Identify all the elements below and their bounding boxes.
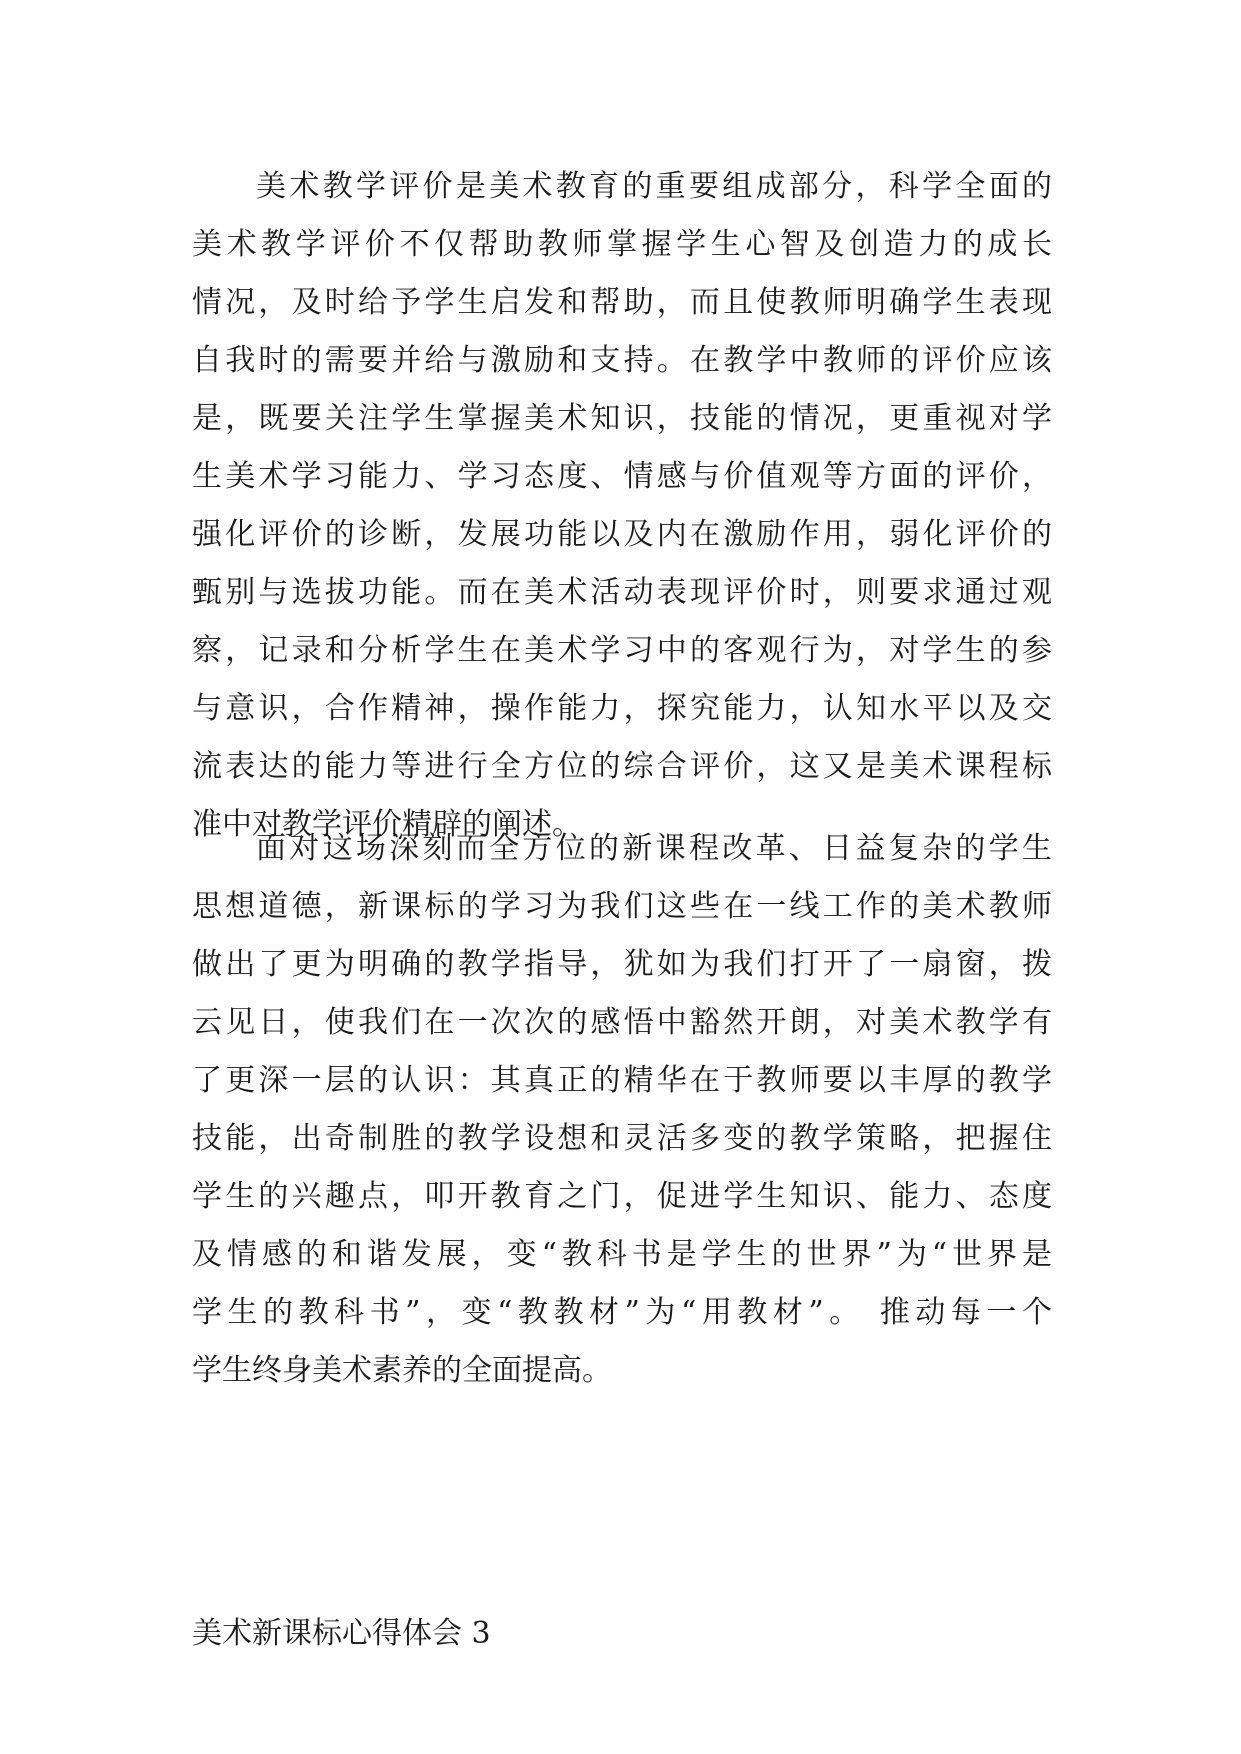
- text-line: 云见日，使我们在一次次的感悟中豁然开朗，对美术教学有: [192, 1005, 1052, 1040]
- text-line: 甄别与选拔功能。而在美术活动表现评价时，则要求通过观: [192, 575, 1052, 610]
- text-line: 美术教学评价是美术教育的重要组成部分，科学全面的: [256, 169, 1052, 204]
- text-line: 强化评价的诊断，发展功能以及内在激励作用，弱化评价的: [192, 517, 1052, 552]
- text-line: 自我时的需要并给与激励和支持。在教学中教师的评价应该: [192, 343, 1052, 378]
- text-line: 面对这场深刻而全方位的新课程改革、日益复杂的学生: [256, 831, 1052, 866]
- text-line: 学生的兴趣点，叩开教育之门，促进学生知识、能力、态度: [192, 1179, 1052, 1214]
- text-line: 了更深一层的认识：其真正的精华在于教师要以丰厚的教学: [192, 1063, 1052, 1098]
- text-line: 察，记录和分析学生在美术学习中的客观行为，对学生的参: [192, 633, 1052, 668]
- text-line: 准中对教学评价精辟的阐述。: [192, 807, 582, 842]
- paragraph-evaluation: [192, 158, 1052, 854]
- text-line: 及情感的和谐发展，变“教科书是学生的世界”为“世界是: [192, 1237, 1052, 1272]
- text-line: 做出了更为明确的教学指导，犹如为我们打开了一扇窗，拨: [192, 947, 1052, 982]
- text-line: 学生的教科书”，变“教教材”为“用教材”。 推动每一个: [192, 1295, 1052, 1330]
- section-heading: 美术新课标心得体会 3: [192, 1616, 491, 1651]
- text-line: 情况，及时给予学生启发和帮助，而且使教师明确学生表现: [192, 285, 1052, 320]
- text-line: 技能，出奇制胜的教学设想和灵活多变的教学策略，把握住: [192, 1121, 1052, 1156]
- text-line: 生美术学习能力、学习态度、情感与价值观等方面的评价，: [192, 459, 1052, 494]
- text-line: 流表达的能力等进行全方位的综合评价，这又是美术课程标: [192, 749, 1052, 784]
- text-line: 是，既要关注学生掌握美术知识，技能的情况，更重视对学: [192, 401, 1052, 436]
- text-line: 与意识，合作精神，操作能力，探究能力，认知水平以及交: [192, 691, 1052, 726]
- text-line: 思想道德，新课标的学习为我们这些在一线工作的美术教师: [192, 889, 1052, 924]
- paragraph-new-curriculum: [192, 820, 1052, 1400]
- text-line: 美术教学评价不仅帮助教师掌握学生心智及创造力的成长: [192, 227, 1052, 262]
- text-line: 学生终身美术素养的全面提高。: [192, 1353, 612, 1388]
